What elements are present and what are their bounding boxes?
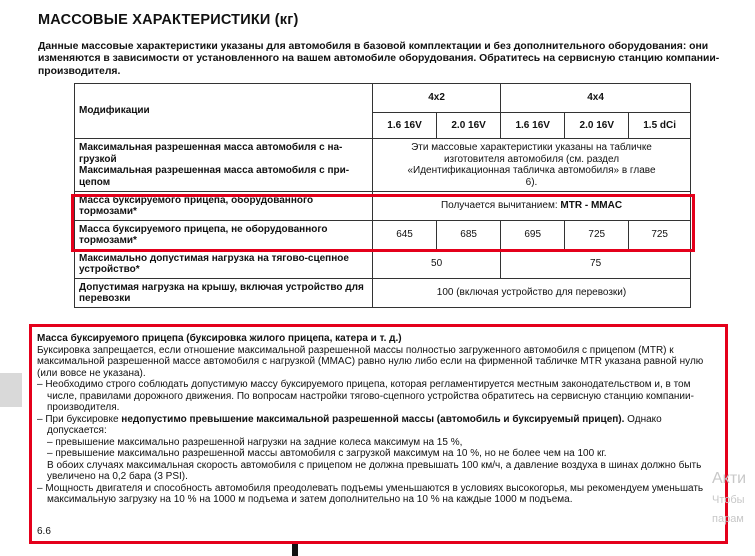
- row-value: Получается вычитанием:: [440, 200, 561, 212]
- side-tab: [0, 373, 22, 407]
- modifications-header: Модификации: [75, 84, 373, 139]
- table-cell: 725: [629, 221, 691, 250]
- table-cell: 645: [373, 221, 437, 250]
- table-row: [75, 279, 691, 308]
- watermark-line: Акти: [712, 470, 747, 487]
- row-label: Максимальная разрешенная масса автомобиля с при-цепом: [79, 165, 350, 188]
- page-number: 6.6: [37, 526, 51, 537]
- note-paragraph: В обоих случаях максимальная скорость автомобиля с прицепом не должна превышать 100 км/ч, а давление воздуха в шинах должно быть увеличено на 0,2 бара (3 PSI).: [47, 459, 702, 482]
- row-label: Допустимая нагрузка на крышу, включая устройство для перевозки: [75, 279, 373, 308]
- note-heading: Масса буксируемого прицепа (буксировка жилого прицепа, катера и т. д.): [37, 333, 402, 344]
- note-bullet: – Мощность двигателя и способность автомобиля преодолевать подъемы уменьшаются в условиях высокогорья, мы рекомендуем уменьшать максимальную загрузку на 10 % на 1000 м подъема и затем дополнительно на 10 % на каждые 1000 м подъема.: [37, 482, 704, 505]
- note-sub-bullet: – превышение максимально разрешенной массы автомобиля с загрузкой максимум на 10 %, но не более чем на 100 кг.: [47, 448, 607, 459]
- table-cell: 685: [437, 221, 501, 250]
- row-value-formula: MTR - MMAC: [560, 200, 623, 212]
- engine-header: 2.0 16V: [437, 113, 501, 139]
- row-value: Эти массовые характеристики указаны на табличке изготовителя автомобиля (см. раздел «Идентификационная табличка автомобиля» в главе 6).: [373, 139, 691, 192]
- note-bullet: – Необходимо строго соблюдать допустимую массу буксируемого прицепа, которая регламентируется местным законодательством и, в том числе, правилами дорожного движения. По вопросам настройки тягово-сцепного устройства обратитесь на сервисную станцию компании-производителя.: [37, 379, 694, 413]
- table-cell: 75: [501, 250, 691, 279]
- engine-header: 2.0 16V: [565, 113, 629, 139]
- table-cell: 725: [565, 221, 629, 250]
- table-cell: 100 (включая устройство для перевозки): [373, 279, 691, 308]
- table-row: [75, 139, 691, 192]
- row-label: Максимальная разрешенная масса автомобиля с на-грузкой: [79, 142, 343, 165]
- note-paragraph: Буксировка запрещается, если отношение максимальной разрешенной массы полностью загруженного автомобиля с прицепом (MTR) к максимальной разрешенной массе автомобиля с нагрузкой (MMAC) равно нулю либо если на фирменной табличке MTR указана равной нулю (или вовсе не указана).: [37, 344, 704, 379]
- engine-header: 1.6 16V: [501, 113, 565, 139]
- note-sub-bullet: – превышение максимально разрешенной нагрузки на задние колеса максимум на 15 %,: [47, 436, 463, 448]
- watermark-line: парам: [712, 513, 744, 525]
- table-header-row: [75, 84, 691, 113]
- intro-text: Данные массовые характеристики указаны для автомобиля в базовой комплектации и без дополнительного оборудования: они изменяются в зависимости от установленного на вашем автомобиле оборудования. Обратитесь на сервисную станцию компании-производителя.: [38, 41, 720, 77]
- towing-note: [37, 333, 721, 506]
- page-title: МАССОВЫЕ ХАРАКТЕРИСТИКИ (кг): [38, 12, 299, 28]
- group-4x4-header: 4x4: [501, 84, 691, 113]
- engine-header: 1.6 16V: [373, 113, 437, 139]
- table-cell: 50: [373, 250, 501, 279]
- table-cell: 695: [501, 221, 565, 250]
- note-bullet: – При буксировке недопустимо превышение максимальной разрешенной массы (автомобиль и буксируемый прицеп). Однако допускается:: [37, 413, 662, 436]
- row-label: Масса буксируемого прицепа, не оборудованного тормозами*: [75, 221, 373, 250]
- highlight-box: [71, 194, 695, 252]
- row-label: Максимально допустимая нагрузка на тягово-сцепное устройство*: [75, 250, 373, 279]
- watermark-line: Чтобы: [712, 494, 745, 506]
- table-row: [75, 250, 691, 279]
- row-label: Масса буксируемого прицепа, оборудованного тормозами*: [75, 192, 373, 221]
- group-4x2-header: 4x2: [373, 84, 501, 113]
- engine-header: 1.5 dCi: [629, 113, 691, 139]
- page-marker: [292, 544, 298, 556]
